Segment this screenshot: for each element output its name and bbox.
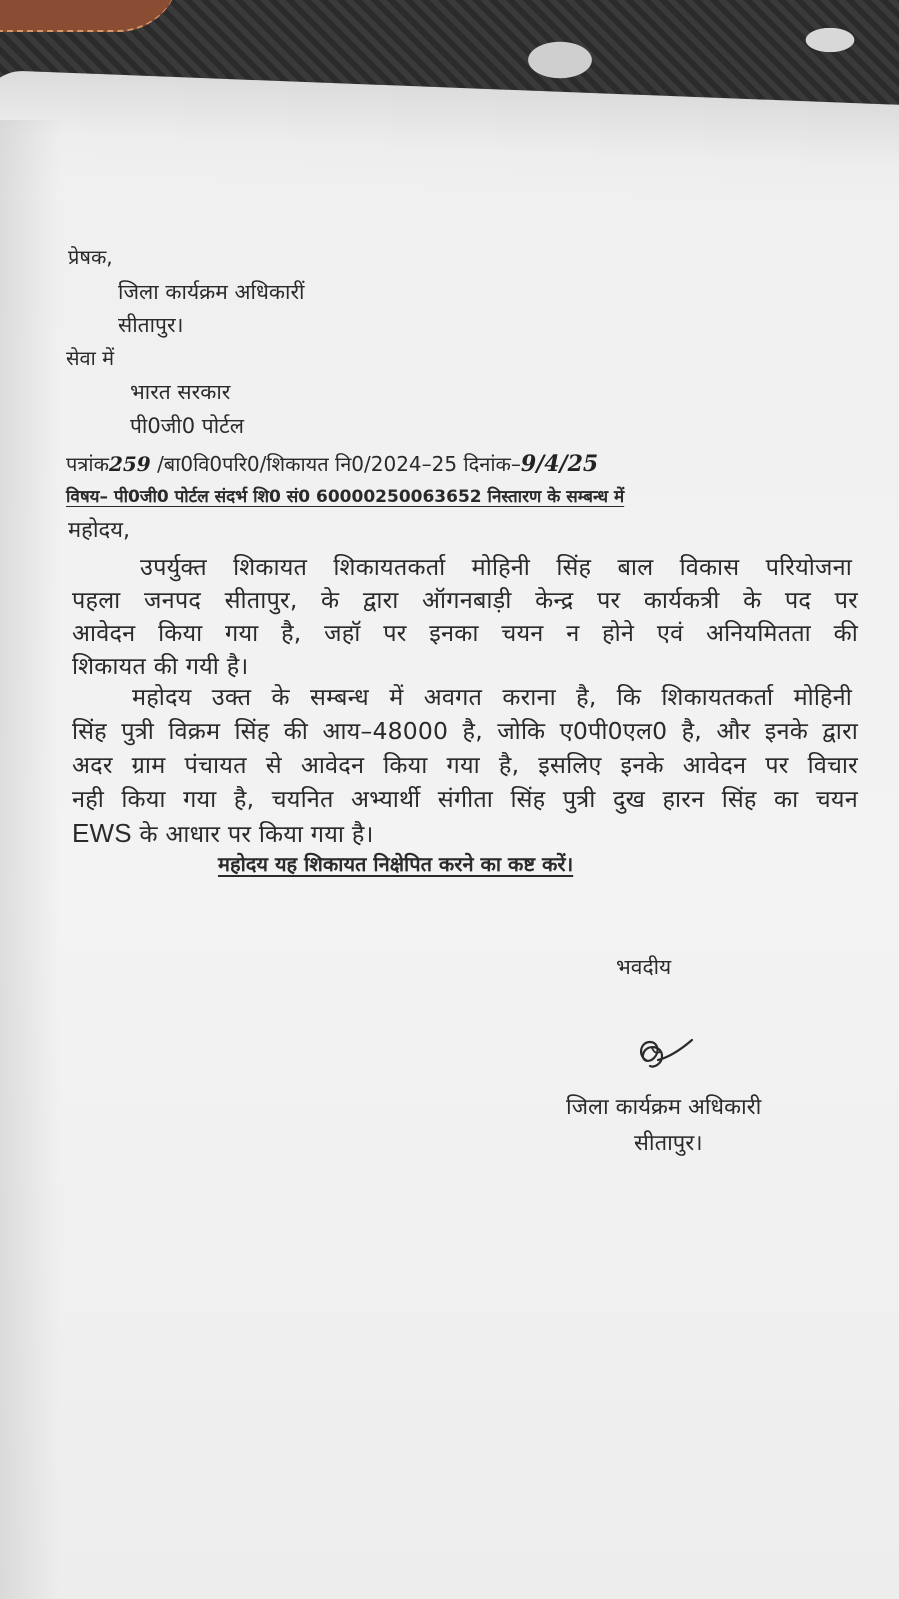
handwritten-signature (632, 1030, 702, 1075)
paragraph2-line4: नही किया गया है, चयनित अभ्यार्थी संगीता सिंह पुत्री दुख हारन सिंह का चयन (72, 785, 858, 813)
signatory-city: सीतापुर। (634, 1131, 703, 1156)
paragraph1-line4: शिकायत की गयी है। (72, 652, 249, 680)
paragraph2-line3: अदर ग्राम पंचायत से आवेदन किया गया है, इसलिए इनके आवेदन पर विचार (72, 751, 858, 779)
paragraph2-line1: महोदय उक्त के सम्बन्ध में अवगत कराना है, कि शिकायतकर्ता मोहिनी (132, 683, 852, 711)
recipient-line1: भारत सरकार (130, 380, 231, 404)
paragraph1-line1: उपर्युक्त शिकायत शिकायतकर्ता मोहिनी सिंह बाल विकास परियोजना (140, 553, 852, 581)
reference-line (66, 452, 598, 476)
reference-number-handwritten: 259 (108, 452, 151, 476)
closing: भवदीय (616, 955, 672, 979)
paragraph1-line3: आवेदन किया गया है, जहॉ पर इनका चयन न होने एवं अनियमितता की (72, 619, 858, 647)
reference-prefix: पत्रांक (66, 452, 109, 476)
reference-date-handwritten: 9/4/25 (520, 451, 599, 477)
sender-city: सीतापुर। (118, 313, 184, 337)
recipient-line2: पी0जी0 पोर्टल (130, 414, 244, 438)
ews-text: EWS (72, 818, 132, 848)
recipient-label: सेवा में (66, 346, 115, 370)
reference-middle: /बा0वि0परि0/शिकायत नि0/2024–25 दिनांक– (157, 452, 521, 476)
paragraph2-line5-rest: के आधार पर किया गया है। (139, 820, 374, 848)
paragraph1-line2: पहला जनपद सीतापुर, के द्वारा ऑगनबाड़ी केन्द्र पर कार्यकत्री के पद पर (72, 586, 858, 614)
paragraph2-line2: सिंह पुत्री विक्रम सिंह की आय–48000 है, जोकि ए0पी0एल0 है, और इनके द्वारा (72, 717, 858, 745)
salutation: महोदय, (68, 518, 130, 543)
request-line: महोदय यह शिकायत निक्षेपित करने का कष्ट करें। (218, 852, 574, 876)
subject-line: विषय– पी0जी0 पोर्टल संदर्भ शि0 सं0 60000250063652 निस्तारण के सम्बन्ध में (66, 487, 625, 507)
signatory-office: जिला कार्यक्रम अधिकारी (566, 1095, 762, 1120)
paragraph2-line5 (72, 818, 858, 849)
sender-label: प्रेषक, (68, 245, 113, 269)
sender-office: जिला कार्यक्रम अधिकारीं (118, 280, 305, 304)
